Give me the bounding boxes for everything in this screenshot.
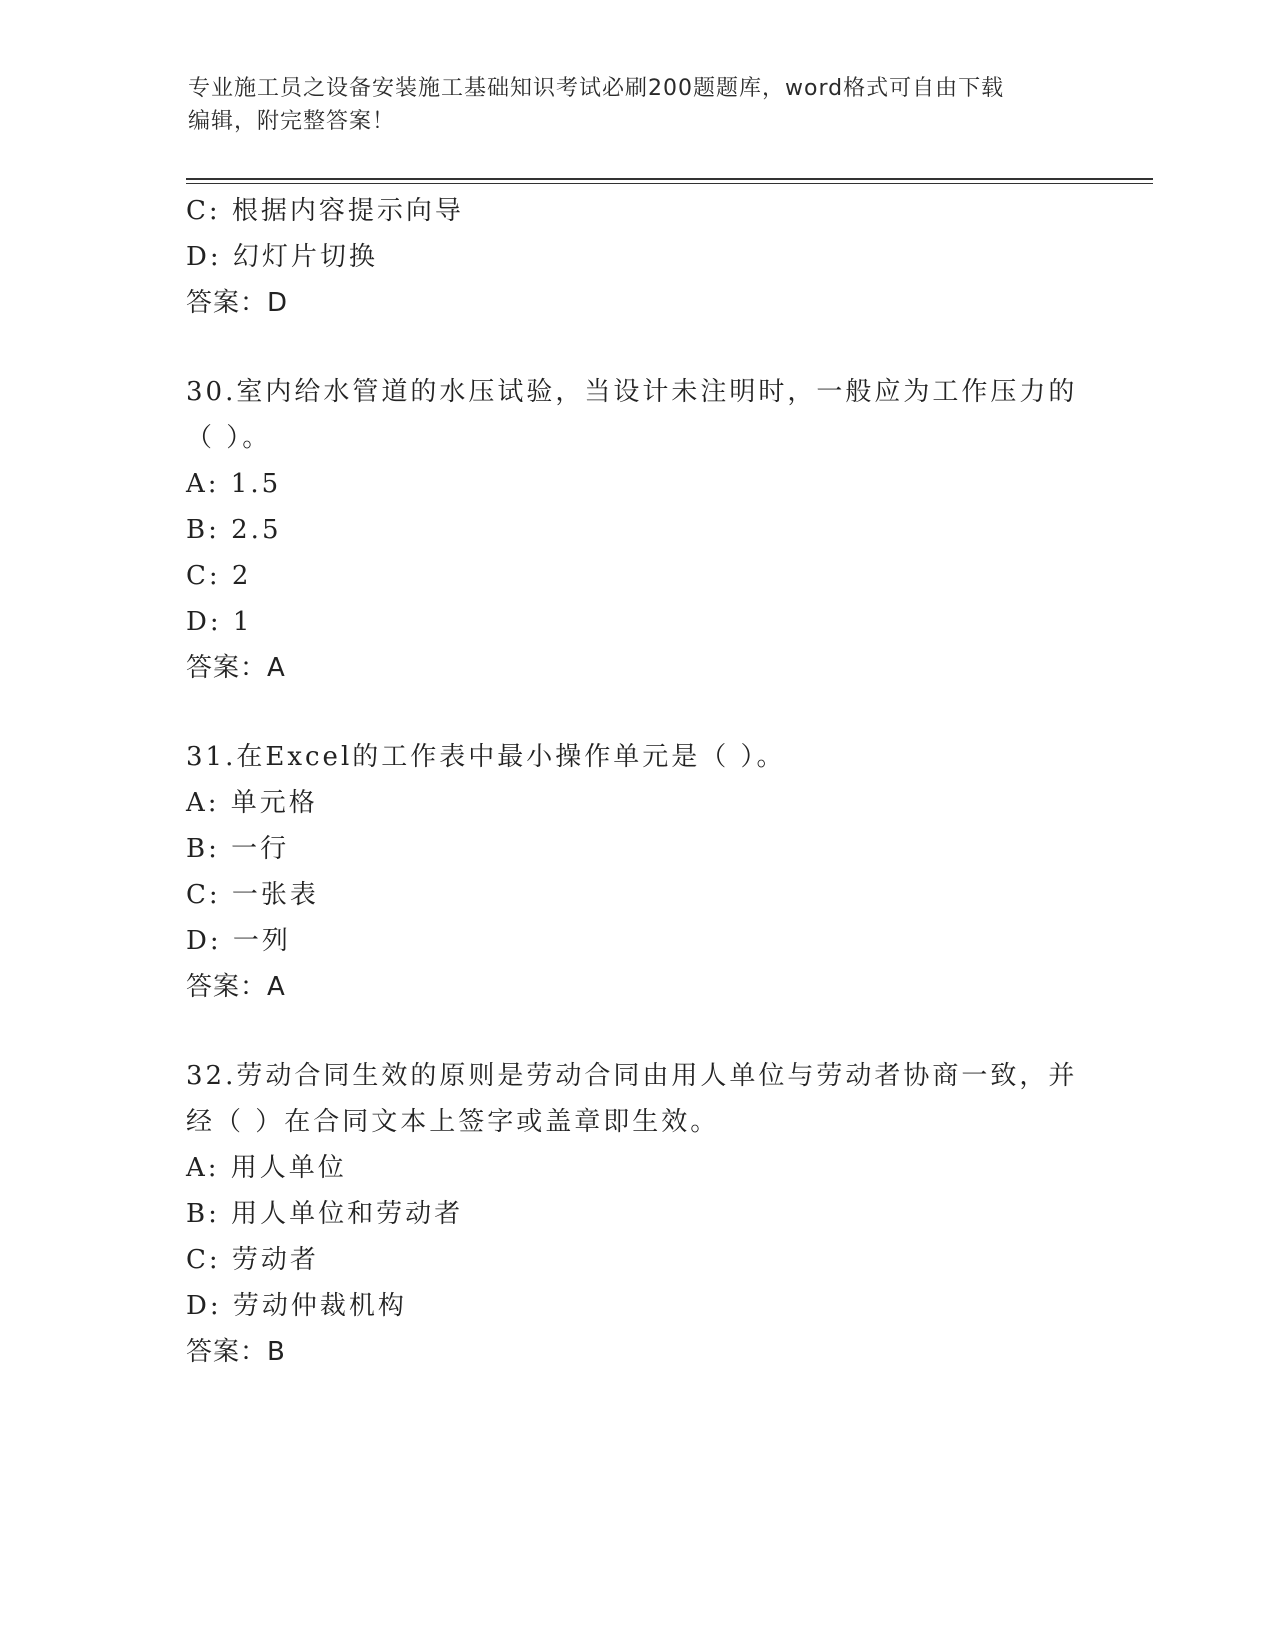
option-line: C: 根据内容提示向导 xyxy=(186,196,464,226)
question-stem-line: 30.室内给水管道的水压试验，当设计未注明时，一般应为工作压力的 xyxy=(186,377,1078,407)
option-line: A: 1.5 xyxy=(186,469,282,499)
option-line: A: 用人单位 xyxy=(186,1153,347,1183)
answer-line: 答案：D xyxy=(186,288,289,318)
answer-line: 答案：A xyxy=(186,972,286,1002)
question-32 xyxy=(186,1053,1086,1375)
header-divider-thin xyxy=(186,183,1153,184)
option-line: B: 用人单位和劳动者 xyxy=(186,1199,464,1229)
option-line: B: 一行 xyxy=(186,834,290,864)
option-line: D: 一列 xyxy=(186,926,291,956)
question-31 xyxy=(186,734,1086,1010)
header-title-line-1: 专业施工员之设备安装施工基础知识考试必刷200题题库，word格式可自由下载 xyxy=(188,76,1005,101)
question-gap xyxy=(186,691,1086,734)
option-line: C: 劳动者 xyxy=(186,1245,319,1275)
question-content xyxy=(186,188,1086,1375)
question-gap xyxy=(186,326,1086,369)
document-header xyxy=(188,72,1088,138)
answer-line: 答案：B xyxy=(186,1337,286,1367)
option-line: D: 幻灯片切换 xyxy=(186,242,378,272)
option-line: D: 1 xyxy=(186,607,253,637)
option-line: A: 单元格 xyxy=(186,788,318,818)
question-gap xyxy=(186,1010,1086,1053)
question-stem-line: 31.在Excel的工作表中最小操作单元是（ ）。 xyxy=(186,742,786,772)
question-30 xyxy=(186,369,1086,691)
option-line: C: 一张表 xyxy=(186,880,319,910)
header-divider-thick xyxy=(186,178,1153,180)
header-title-line-2: 编辑，附完整答案！ xyxy=(188,109,396,134)
option-line: C: 2 xyxy=(186,561,252,591)
previous-question-tail xyxy=(186,188,1086,326)
question-stem-line: 32.劳动合同生效的原则是劳动合同由用人单位与劳动者协商一致，并 xyxy=(186,1061,1078,1091)
question-stem-line: （ ）。 xyxy=(186,423,272,453)
option-line: D: 劳动仲裁机构 xyxy=(186,1291,407,1321)
question-stem-line: 经（ ）在合同文本上签字或盖章即生效。 xyxy=(186,1107,720,1137)
answer-line: 答案：A xyxy=(186,653,286,683)
option-line: B: 2.5 xyxy=(186,515,282,545)
